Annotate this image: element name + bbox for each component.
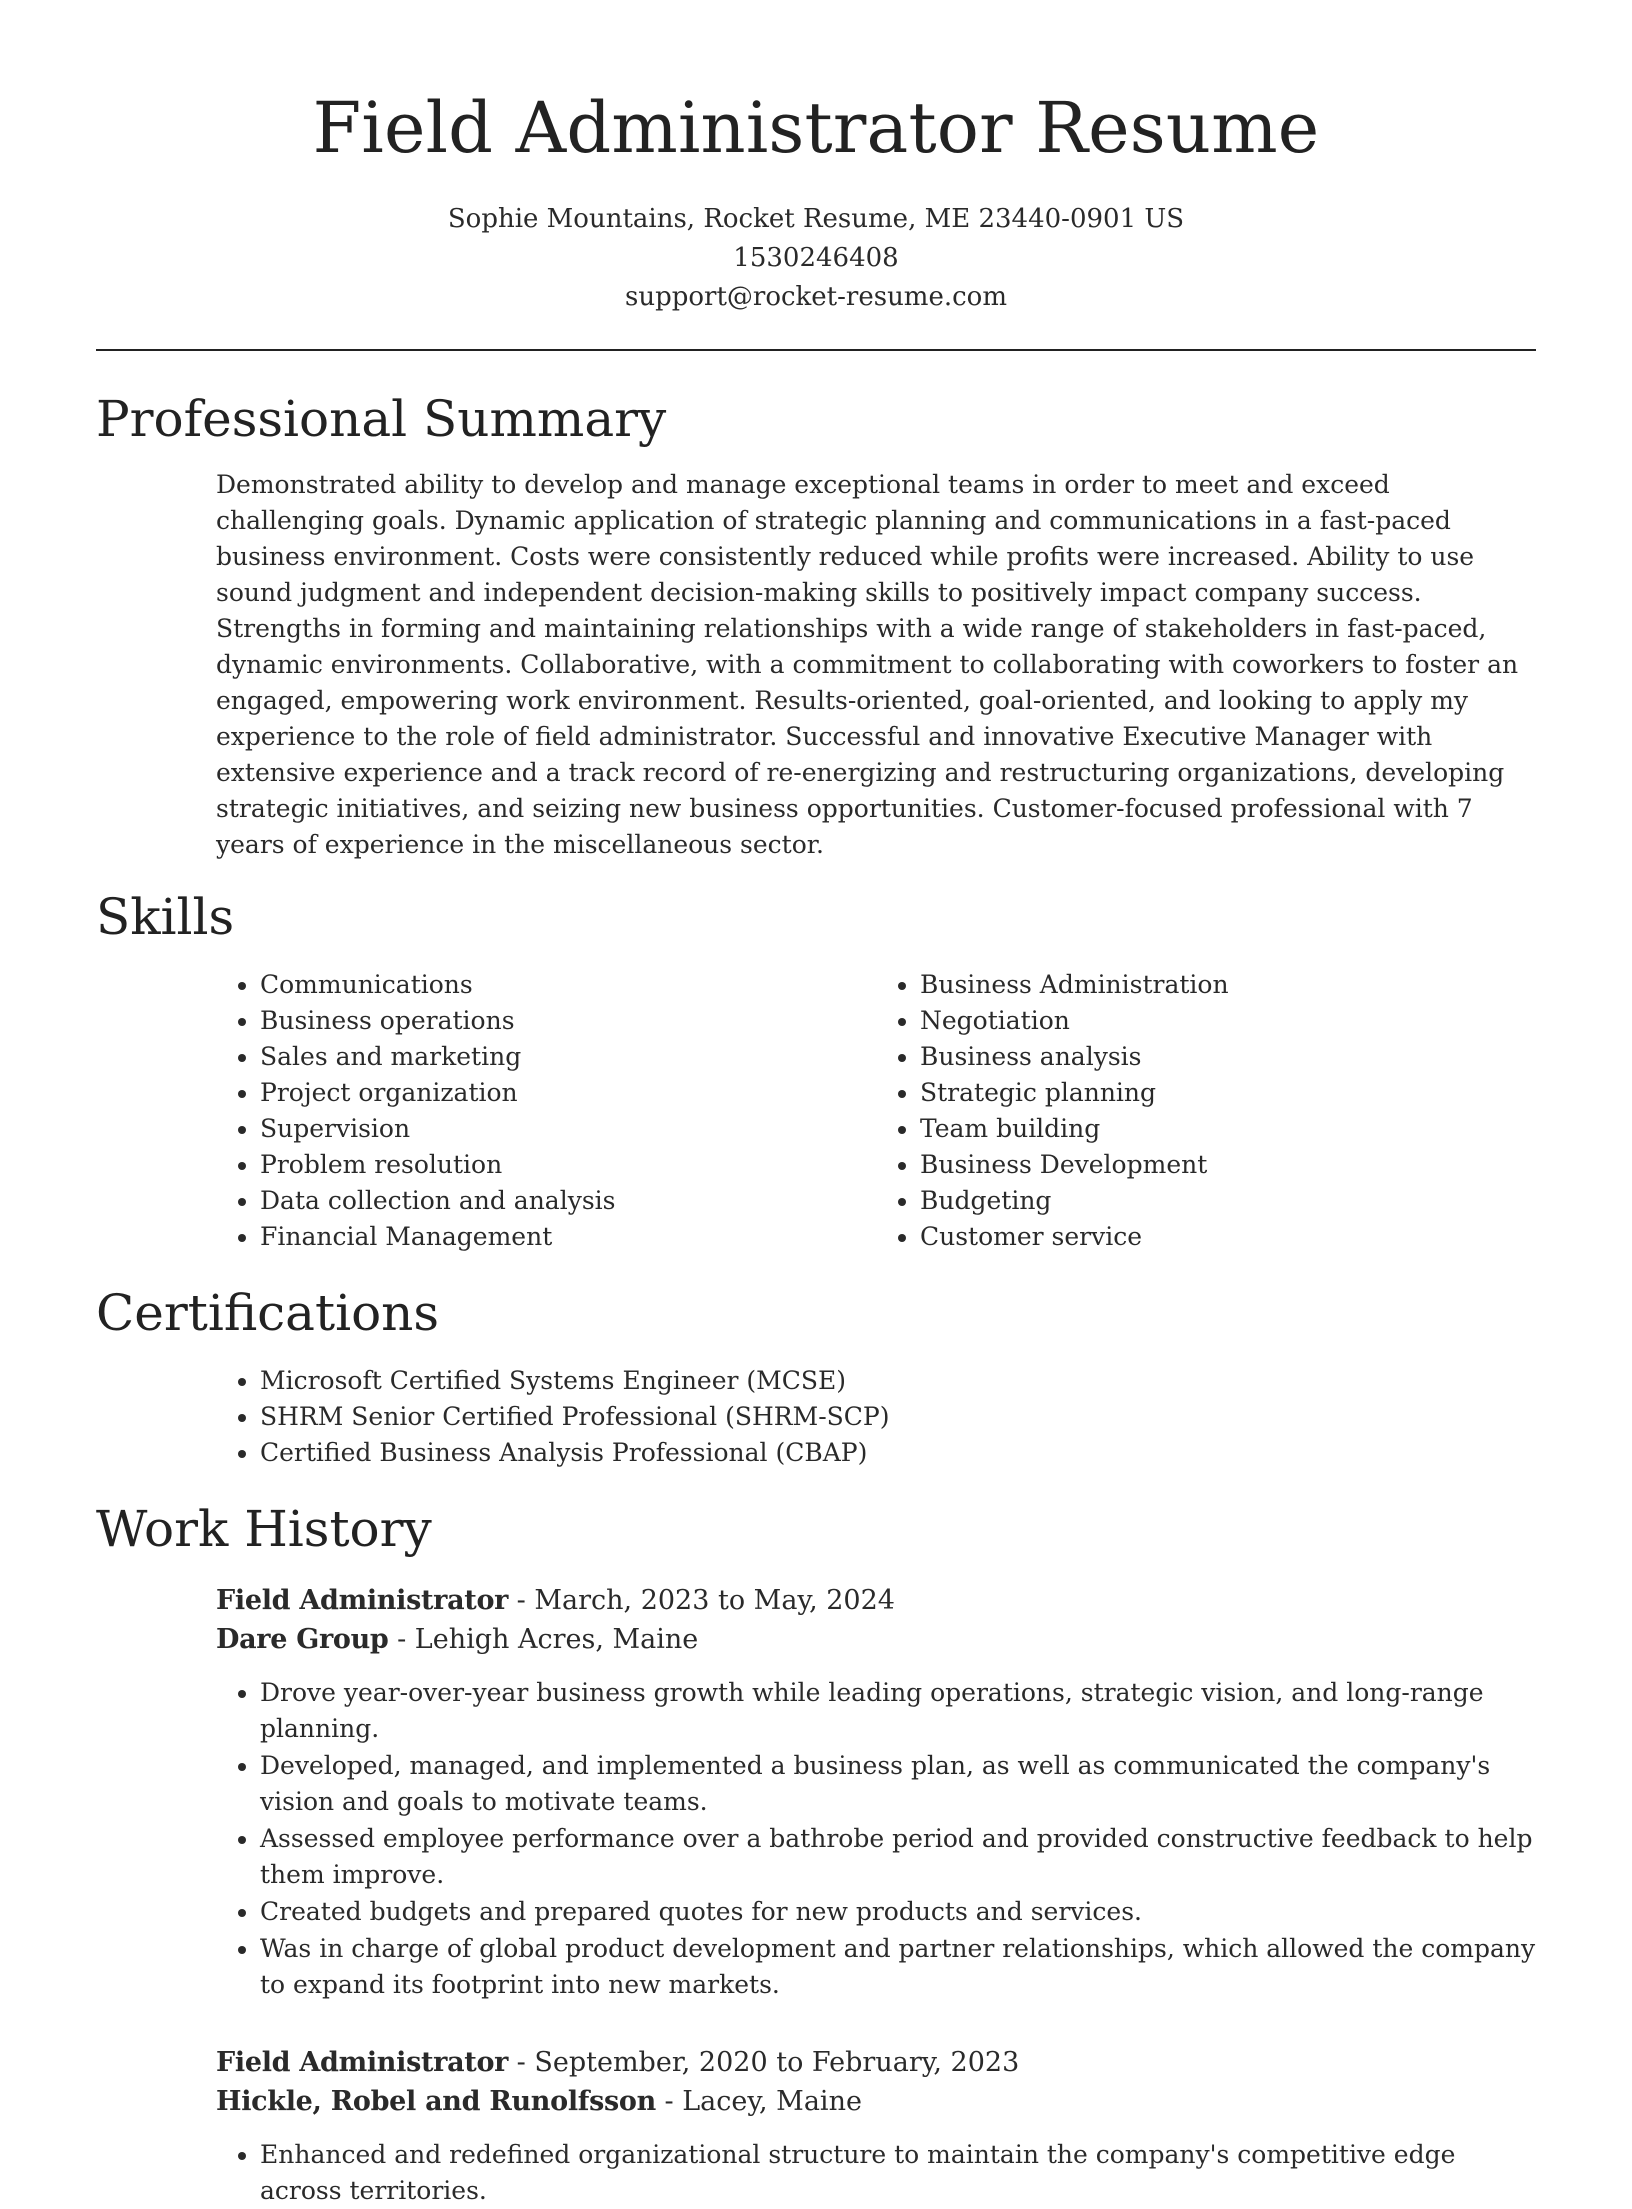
job-dates: - March, 2023 to May, 2024: [508, 1585, 895, 1616]
job-company-line: [216, 1620, 1536, 1659]
job-entry: [216, 1581, 1536, 2003]
work-history-heading: Work History: [96, 1500, 432, 1558]
skill-item: • Data collection and analysis: [260, 1183, 876, 1219]
header-divider: [96, 349, 1536, 351]
resume-header: [96, 0, 1536, 317]
job-title: Field Administrator: [216, 2047, 509, 2078]
job-bullets: [216, 1675, 1536, 2003]
skills-section: [216, 967, 1536, 1255]
skill-item: • Financial Management: [260, 1219, 876, 1255]
skills-heading: Skills: [96, 888, 235, 946]
summary-heading: Professional Summary: [96, 390, 667, 448]
job-title-line: [216, 1581, 1536, 1620]
skill-item: • Team building: [920, 1111, 1536, 1147]
skills-list-right: [876, 967, 1536, 1255]
summary-section: [216, 467, 1536, 863]
summary-text: Demonstrated ability to develop and manage exceptional teams in order to meet and exceed challenging goals. Dynamic application of strategic planning and communications in a fast-paced business environment. Costs were consistently reduced while profits were increased. Ability to use sound judgment and independent decision-making skills to positively impact company success. Strengths in forming and maintaining relationships with a wide range of stakeholders in fast-paced, dynamic environments. Collaborative, with a commitment to collaborating with coworkers to foster an engaged, empowering work environment. Results-oriented, goal-oriented, and looking to apply my experience to the role of field administrator. Successful and innovative Executive Manager with extensive experience and a track record of re-energizing and restructuring organizations, developing strategic initiatives, and seizing new business opportunities. Customer-focused professional with 7 years of experience in the miscellaneous sector.: [216, 470, 1519, 859]
job-company: Dare Group: [216, 1624, 389, 1655]
skill-item: • Sales and marketing: [260, 1039, 876, 1075]
skill-item: • Business Development: [920, 1147, 1536, 1183]
skill-item: • Business analysis: [920, 1039, 1536, 1075]
skill-item: • Problem resolution: [260, 1147, 876, 1183]
job-location: - Lehigh Acres, Maine: [388, 1624, 699, 1655]
certifications-heading: Certifications: [96, 1284, 440, 1342]
job-bullet: • Was in charge of global product development and partner relationships, which allowed the company to expand its footprint into new markets.: [260, 1931, 1536, 2003]
resume-title: Field Administrator Resume: [312, 87, 1320, 169]
certifications-list: [216, 1363, 1536, 1471]
job-bullet: • Created budgets and prepared quotes for new products and services.: [260, 1894, 1536, 1930]
skill-item: • Customer service: [920, 1219, 1536, 1255]
job-title-line: [216, 2043, 1536, 2082]
skill-item: • Negotiation: [920, 1003, 1536, 1039]
contact-email: support@rocket-resume.com: [624, 282, 1007, 312]
job-bullet: • Assessed employee performance over a bathrobe period and provided constructive feedback to help them improve.: [260, 1821, 1536, 1893]
job-location: - Lacey, Maine: [655, 2086, 862, 2117]
job-company: Hickle, Robel and Runolfsson: [216, 2086, 656, 2117]
job-company-line: [216, 2082, 1536, 2121]
job-bullet: • Developed, managed, and implemented a business plan, as well as communicated the company's vision and goals to motivate teams.: [260, 1748, 1536, 1820]
certifications-section: [216, 1363, 1536, 1471]
skill-item: • Business operations: [260, 1003, 876, 1039]
job-bullet: • Drove year-over-year business growth while leading operations, strategic vision, and long-range planning.: [260, 1675, 1536, 1747]
skill-item: • Project organization: [260, 1075, 876, 1111]
work-history-section: [216, 1581, 1536, 2209]
certification-item: • SHRM Senior Certified Professional (SHRM-SCP): [260, 1399, 1536, 1435]
skill-item: • Strategic planning: [920, 1075, 1536, 1111]
contact-block: [96, 200, 1536, 317]
job-dates: - September, 2020 to February, 2023: [508, 2047, 1020, 2078]
skill-item: • Communications: [260, 967, 876, 1003]
job-bullet: • Enhanced and redefined organizational structure to maintain the company's competitive edge across territories.: [260, 2137, 1536, 2209]
skills-list-left: [216, 967, 876, 1255]
contact-address: Sophie Mountains, Rocket Resume, ME 23440-0901 US: [447, 204, 1185, 234]
job-title: Field Administrator: [216, 1585, 509, 1616]
certification-item: • Certified Business Analysis Professional (CBAP): [260, 1435, 1536, 1471]
skill-item: • Business Administration: [920, 967, 1536, 1003]
contact-phone: 1530246408: [733, 243, 899, 273]
skill-item: • Supervision: [260, 1111, 876, 1147]
job-bullets: [216, 2137, 1536, 2209]
certification-item: • Microsoft Certified Systems Engineer (MCSE): [260, 1363, 1536, 1399]
job-entry: [216, 2043, 1536, 2209]
skill-item: • Budgeting: [920, 1183, 1536, 1219]
